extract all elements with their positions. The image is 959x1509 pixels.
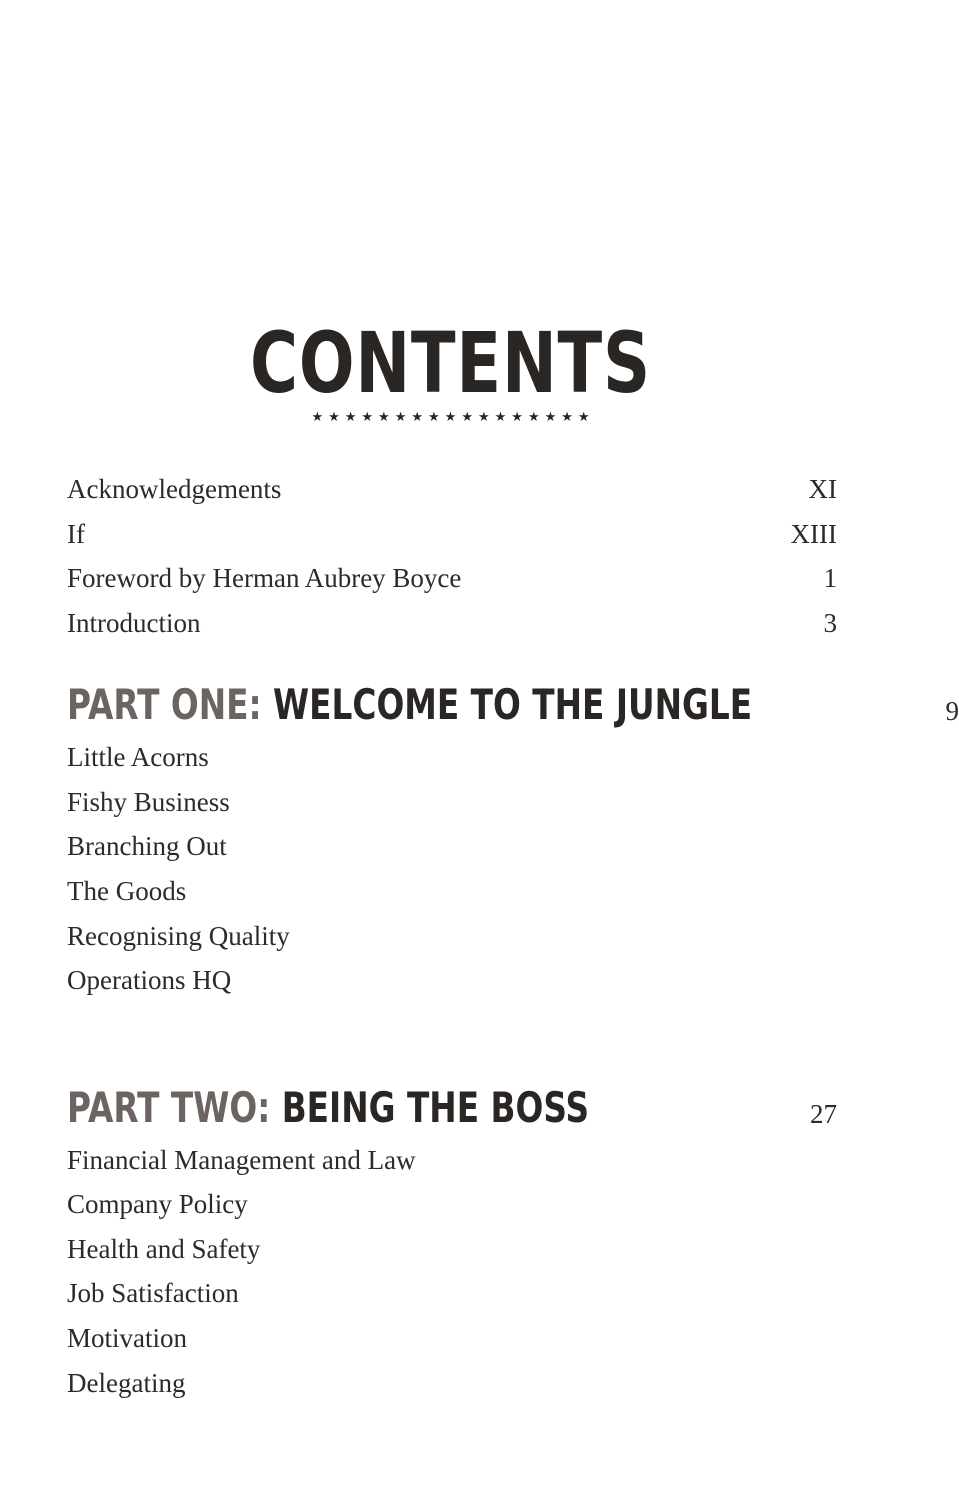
part-two-title: BEING THE BOSS <box>281 1083 590 1132</box>
chapter-item: Operations HQ <box>67 965 232 995</box>
chapter-item: Branching Out <box>67 831 227 861</box>
chapter-item: Motivation <box>67 1323 187 1353</box>
toc-entry-page: 1 <box>823 563 837 593</box>
toc-entry-page: XIII <box>790 519 837 549</box>
toc-entry <box>67 558 837 598</box>
toc-entry-label: Introduction <box>67 608 201 638</box>
toc-entry <box>67 469 837 509</box>
part-one-title: WELCOME TO THE JUNGLE <box>273 680 753 729</box>
toc-entry-label: If <box>67 519 85 549</box>
toc-entry <box>67 603 837 643</box>
chapter-item: Recognising Quality <box>67 921 290 951</box>
part-two-page: 27 <box>810 1099 837 1129</box>
star-divider: ★★★★★★★★★★★★★★★★★ <box>311 410 595 425</box>
chapter-item: Company Policy <box>67 1189 248 1219</box>
chapter-item: The Goods <box>67 876 187 906</box>
chapter-item: Little Acorns <box>67 742 209 772</box>
chapter-item: Financial Management and Law <box>67 1145 416 1175</box>
part-one-prefix: PART ONE: <box>67 680 274 729</box>
part-two-heading-row <box>67 1078 837 1138</box>
page-title: CONTENTS <box>249 314 652 412</box>
toc-entry-page: XI <box>808 474 837 504</box>
chapter-item: Job Satisfaction <box>67 1278 239 1308</box>
part-one-heading <box>67 675 752 735</box>
part-two-prefix: PART TWO: <box>67 1083 282 1132</box>
chapter-item: Fishy Business <box>67 787 230 817</box>
part-two-heading <box>67 1078 589 1138</box>
toc-entry-label: Foreword by Herman Aubrey Boyce <box>67 563 462 593</box>
toc-entry-label: Acknowledgements <box>67 474 282 504</box>
chapter-item: Health and Safety <box>67 1234 261 1264</box>
part-one-page: 9 <box>945 696 959 726</box>
toc-entry-page: 3 <box>823 608 837 638</box>
chapter-item: Delegating <box>67 1368 186 1398</box>
part-one-heading-row <box>67 675 959 735</box>
toc-entry <box>67 514 837 554</box>
